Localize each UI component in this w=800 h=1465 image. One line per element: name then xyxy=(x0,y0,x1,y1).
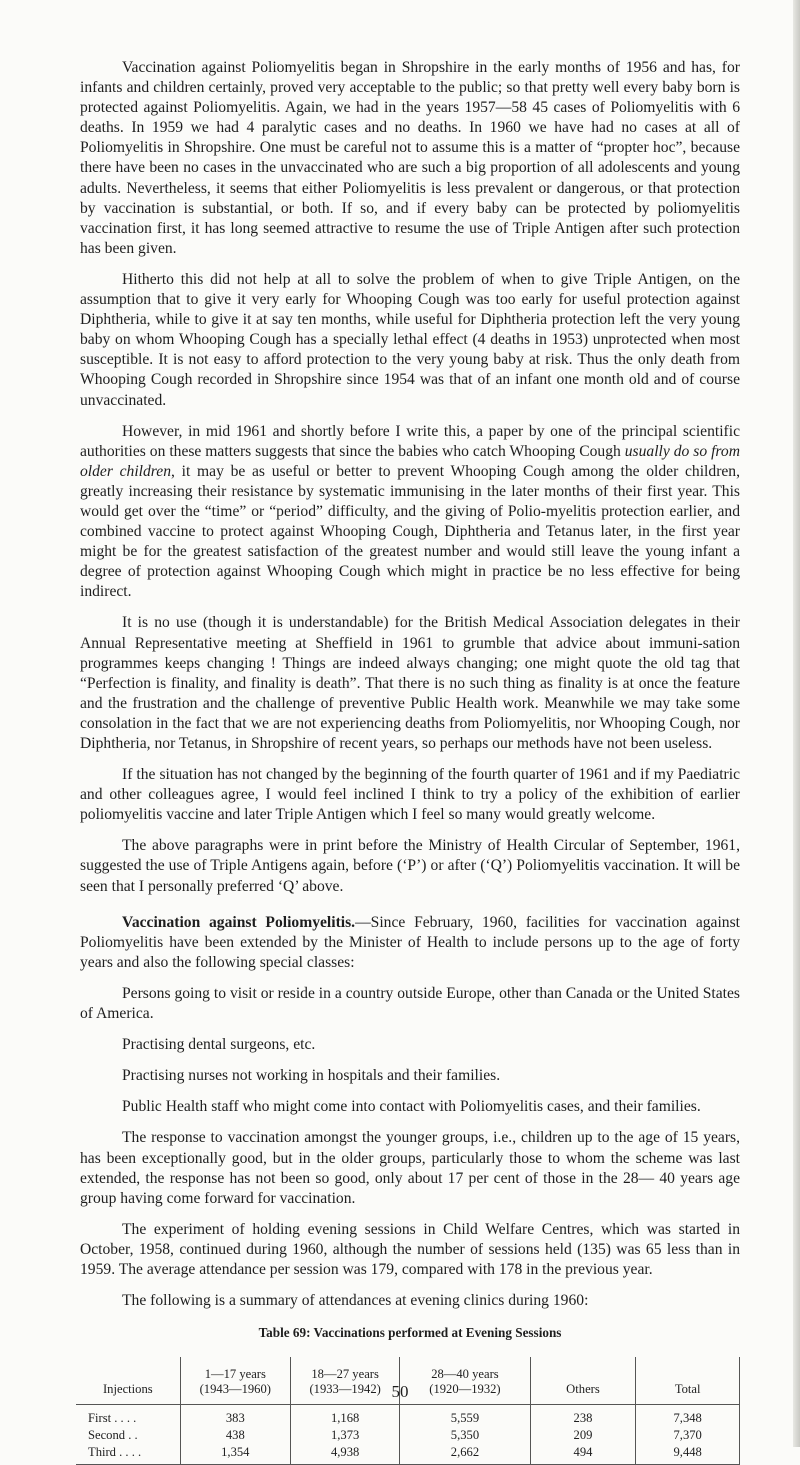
column-header: 28—40 years (1920—1932) xyxy=(400,1357,530,1405)
table-cell: 5,350 xyxy=(400,1427,530,1444)
paragraph-ministry-circular: The above paragraphs were in print before the Ministry of Health Circular of September, 1961, suggested the use of Triple Antigens again, before (‘P’) or after (‘Q’) Poliomyelitis vaccination. It will be seen that I personally preferred ‘Q’ above. xyxy=(80,837,740,895)
section-vaccination-against-polio: Vaccination against Poliomyelitis.—Since February, 1960, facilities for vaccination against Poliomyelitis have been extended by the Minister of Health to include persons up to the age of forty years and also the following special classes: xyxy=(80,913,740,971)
table-cell: 1,373 xyxy=(290,1427,399,1444)
paragraph-policy: If the situation has not changed by the beginning of the fourth quarter of 1961 and if my Paediatric and other colleagues agree, I would feel inclined I think to try a policy of the exhibition of earlier poliomyelitis vaccine and later Triple Antigen which I feel so many would greatly welcome. xyxy=(80,766,740,824)
table-caption: Table 69: Vaccinations performed at Evening Sessions xyxy=(258,1325,562,1341)
vaccinations-table xyxy=(76,1357,740,1465)
paragraph-triple-antigen: Hitherto this did not help at all to solve the problem of when to give Triple Antigen, on the assumption that to give it very early for Whooping Cough was too early for useful protection against Diphtheria, while to give it at say ten months, while useful for Diphtheria protection left the very young baby on whom Whooping Cough has a specially lethal effect (4 deaths in 1953) unprotected when most susceptible. It is not easy to afford protection to the very young baby at risk. Thus the only death from Whooping Cough recorded in Shropshire since 1954 was that of an infant one month old and of course unvaccinated. xyxy=(80,270,740,409)
column-header: 18—27 years (1933—1942) xyxy=(290,1357,399,1405)
column-header: Others xyxy=(530,1357,636,1405)
class-item: Public Health staff who might come into contact with Poliomyelitis cases, and their families. xyxy=(122,1098,701,1116)
column-header: Injections xyxy=(76,1357,180,1405)
class-item: Persons going to visit or reside in a country outside Europe, other than Canada or the United States of America. xyxy=(80,984,740,1023)
table-cell: 238 xyxy=(530,1405,636,1428)
table-cell: 2,662 xyxy=(400,1444,530,1465)
document-page xyxy=(80,58,740,1465)
paragraph-summary-intro: The following is a summary of attendances at evening clinics during 1960: xyxy=(122,1292,589,1310)
column-header: 1—17 years (1943—1960) xyxy=(180,1357,290,1405)
paragraph-scientific-paper: However, in mid 1961 and shortly before I write this, a paper by one of the principal scientific authorities on these matters suggests that since the babies who catch Whooping Cough usually do so from older children, it may be as useful or better to prevent Whooping Cough among the older children, greatly increasing their resistance by systematic immunising in the later months of their first year. This would get over the “time” or “period” difficulty, and the giving of Polio-myelitis protection earlier, and combined vaccine to protect against Whooping Cough, Diphtheria and Tetanus later, in the first year might be for the greatest satisfaction of the greatest number and would still leave the young infant a degree of protection against Whooping Cough which might in practice be no less effective for being indirect. xyxy=(80,422,741,601)
table-cell: 4,938 xyxy=(290,1444,399,1465)
table-cell: 7,370 xyxy=(636,1427,740,1444)
table-cell: 383 xyxy=(180,1405,290,1428)
paragraph-bma: It is no use (though it is understandable) for the British Medical Association delegates in their Annual Representative meeting at Sheffield in 1961 to grumble that advice about immuni-sation programmes keeps changing ! Things are indeed always changing; one might quote the old tag that “Perfection is finality, and finality is death”. That there is no such thing as finality is at once the feature and the frustration and the challenge of preventive Public Health work. Meanwhile we may take some consolation in the fact that we are not experiencing deaths from Poliomyelitis, nor Whooping Cough, nor Diphtheria, nor Tetanus, in Shropshire of recent years, so perhaps our methods have not been useless. xyxy=(80,614,740,752)
table-cell: 1,168 xyxy=(290,1405,399,1428)
row-label: Second . . xyxy=(76,1427,180,1444)
column-header: Total xyxy=(636,1357,740,1405)
table-row xyxy=(76,1427,740,1444)
table-row xyxy=(76,1444,740,1465)
class-item: Practising nurses not working in hospitals and their families. xyxy=(122,1067,501,1085)
page-edge-shadow xyxy=(793,0,800,1447)
table-cell: 7,348 xyxy=(636,1405,740,1428)
page-number: 50 xyxy=(391,1382,409,1401)
table-cell: 438 xyxy=(180,1427,290,1444)
paragraph-polio-vaccination: Vaccination against Poliomyelitis began in Shropshire in the early months of 1956 and has, for infants and children certainly, proved very acceptable to the public; so that pretty well every baby born is protected against Poliomyelitis. Again, we had in the years 1957—58 45 cases of Poliomyelitis with 6 deaths. In 1959 we had 4 paralytic cases and no deaths. In 1960 we have had no cases at all of Poliomyelitis in Shropshire. One must be careful not to assume this is a matter of “propter hoc”, because there have been no cases in the unvaccinated who are such a big proportion of all adolescents and young adults. Nevertheless, it seems that either Poliomyelitis is less prevalent or dangerous, or that protection by vaccination is substantial, or both. If so, and if every baby can be protected by poliomyelitis vaccination first, it has long seemed attractive to resume the use of Triple Antigen after such protection has been given. xyxy=(80,59,740,257)
section-heading: Vaccination against Poliomyelitis. xyxy=(122,913,356,931)
table-cell: 5,559 xyxy=(400,1405,530,1428)
table-cell: 9,448 xyxy=(636,1444,740,1465)
row-label: Third . . . . xyxy=(76,1444,180,1465)
table-cell: 1,354 xyxy=(180,1444,290,1465)
table-row xyxy=(76,1405,740,1428)
paragraph-response: The response to vaccination amongst the younger groups, i.e., children up to the age of 15 years, has been exceptionally good, but in the older groups, particularly those to whom the scheme was last extended, the response has not been so good, only about 17 per cent of those in the 28— 40 years age group having come forward for vaccination. xyxy=(80,1129,740,1207)
paragraph-evening-sessions: The experiment of holding evening sessions in Child Welfare Centres, which was started in October, 1958, continued during 1960, although the number of sessions held (135) was 65 less than in 1959. The average attendance per session was 179, compared with 178 in the previous year. xyxy=(80,1220,740,1278)
table-cell: 209 xyxy=(530,1427,636,1444)
class-item: Practising dental surgeons, etc. xyxy=(122,1036,316,1054)
row-label: First . . . . xyxy=(76,1405,180,1428)
table-cell: 494 xyxy=(530,1444,636,1465)
